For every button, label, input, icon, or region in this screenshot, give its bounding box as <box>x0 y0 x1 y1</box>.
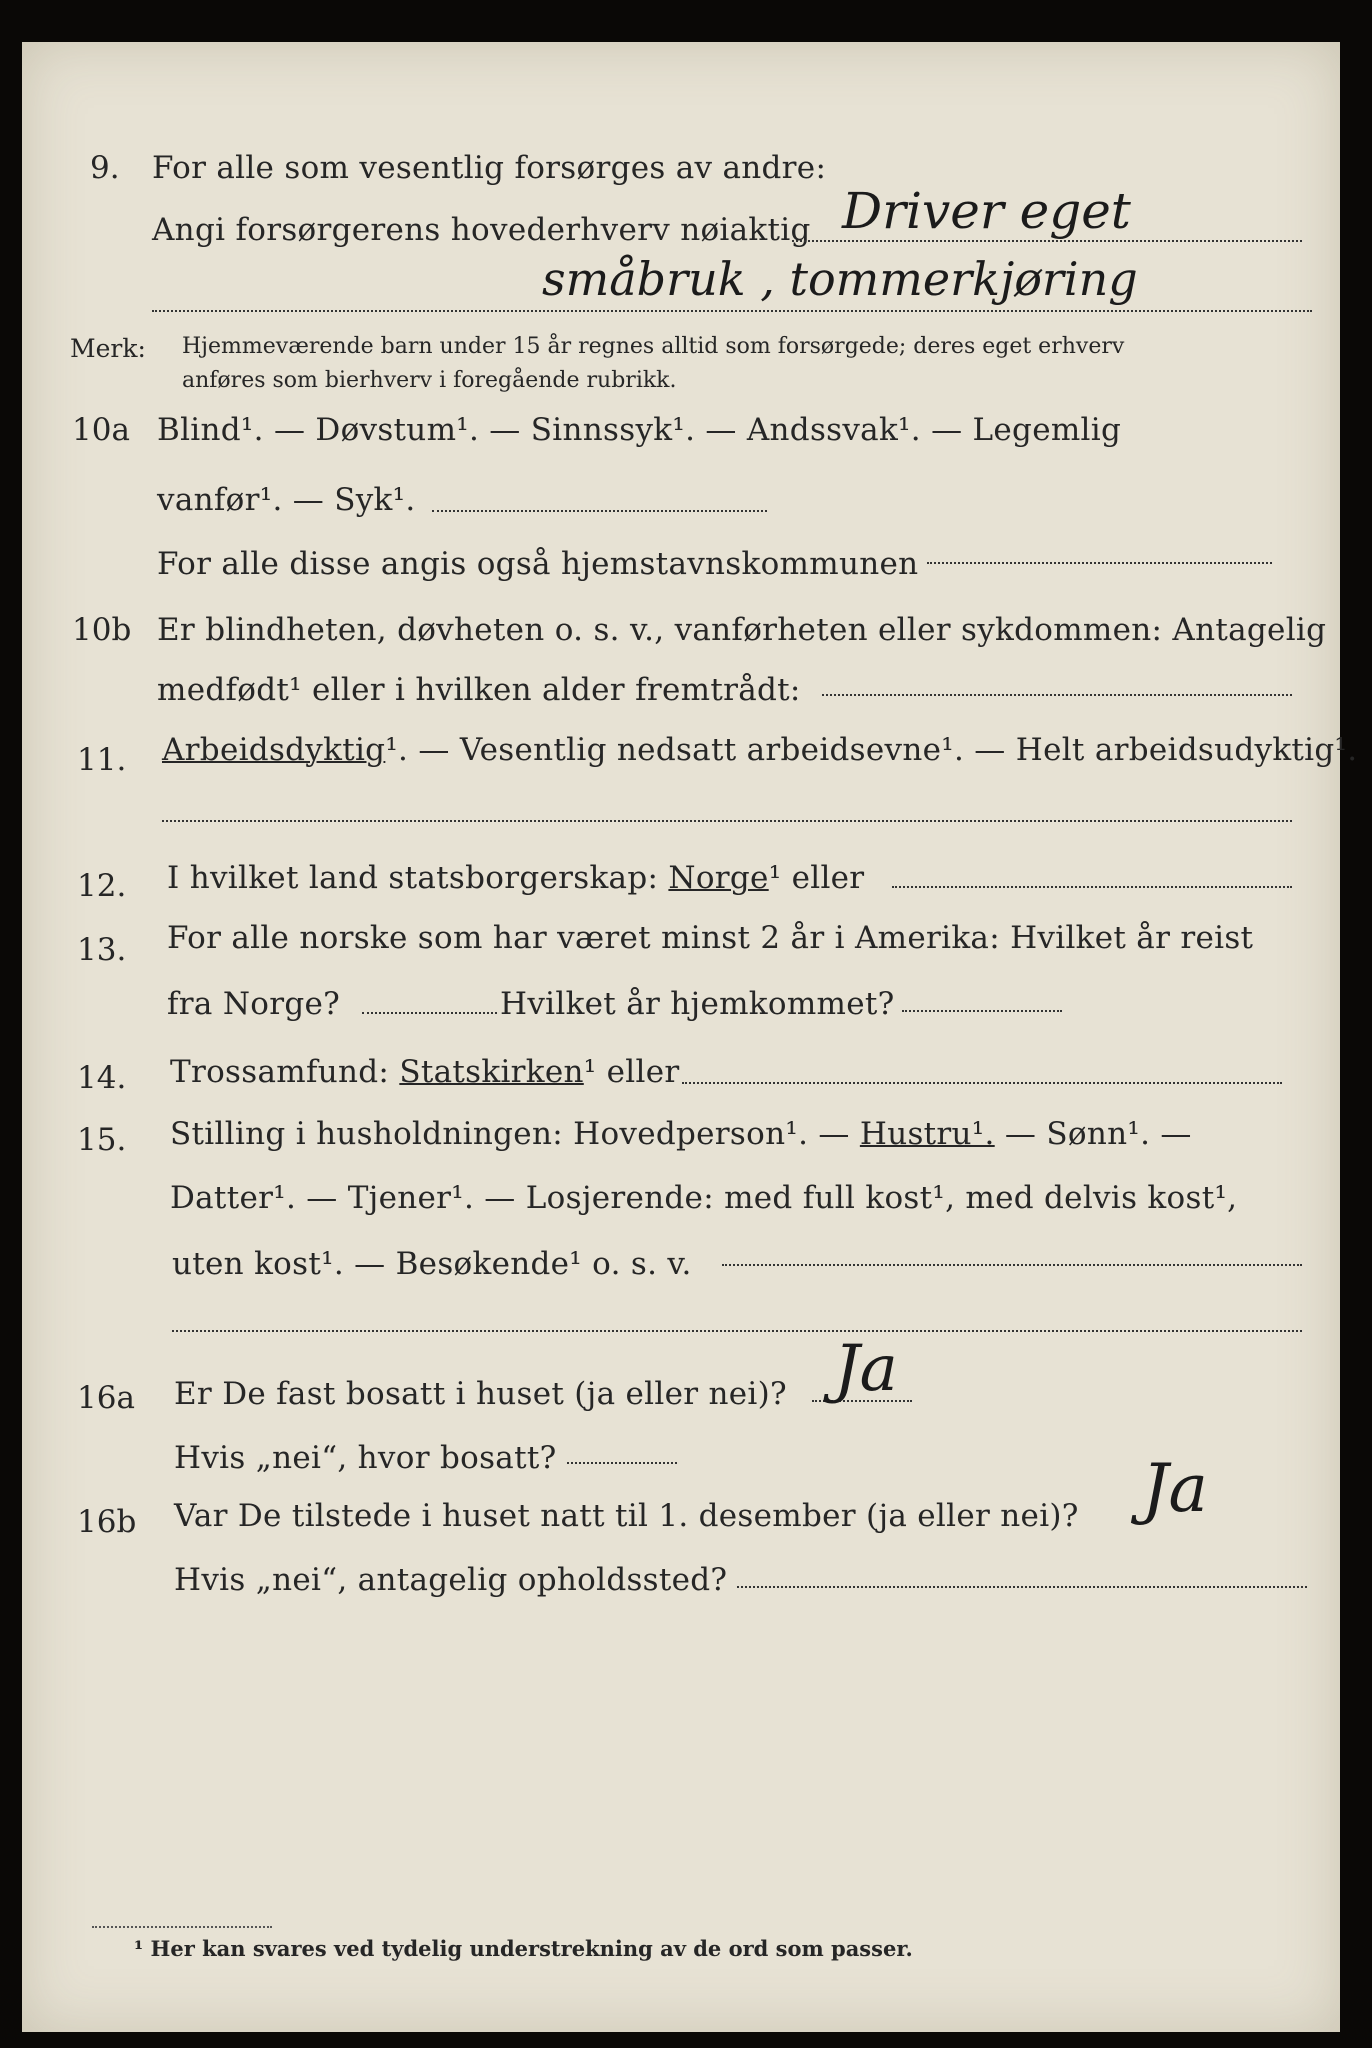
footnote: ¹ Her kan svares ved tydelig understrekning av de ord som passer. <box>134 1936 913 1961</box>
q16a-line1: Er De fast bosatt i huset (ja eller nei)? <box>174 1376 787 1412</box>
q16a-line2: Hvis „nei“, hvor bosatt? <box>174 1440 557 1476</box>
q12-question: I hvilket land statsborgerskap: <box>167 860 659 896</box>
q13-line2b: Hvilket år hjemkommet? <box>500 986 895 1022</box>
q10a-line1: Blind¹. — Døvstum¹. — Sinnssyk¹. — Andssvak¹. — Legemlig <box>157 412 1122 448</box>
q15-line1a: Stilling i husholdningen: Hovedperson¹. — <box>170 1116 850 1152</box>
q14-question: Trossamfund: <box>170 1054 390 1090</box>
q13-hjemkommet-line <box>902 1010 1062 1012</box>
q13-line2a: fra Norge? <box>167 986 341 1022</box>
q15-option-hustru[interactable]: Hustru¹. <box>859 1116 995 1152</box>
q13-line1: For alle norske som har været minst 2 år i Amerika: Hvilket år reist <box>167 920 1254 956</box>
q12-eller: ¹ eller <box>768 860 865 896</box>
q10a-number: 10a <box>72 412 130 448</box>
merk-label: Merk: <box>70 334 146 363</box>
q13-number: 13. <box>77 932 127 968</box>
q15-line2: Datter¹. — Tjener¹. — Losjerende: med full kost¹, med delvis kost¹, <box>170 1180 1238 1216</box>
q15-answer-line2 <box>172 1330 1302 1332</box>
q16a-bosatt-line <box>567 1462 677 1464</box>
q12-option-norge[interactable]: Norge <box>668 860 769 896</box>
q9-number: 9. <box>90 150 120 186</box>
q9-answer-line2 <box>152 310 1312 312</box>
q10a-line3: For alle disse angis også hjemstavnskommunen <box>157 546 919 582</box>
q10b-alder-line <box>822 694 1292 696</box>
q9-line1: For alle som vesentlig forsørges av andre: <box>152 150 827 186</box>
census-form-page <box>22 42 1358 2032</box>
q15-line3: uten kost¹. — Besøkende¹ o. s. v. <box>172 1246 692 1282</box>
q16a-number: 16a <box>77 1380 135 1416</box>
q15-answer-line <box>722 1264 1302 1266</box>
q9-answer-line1 <box>792 240 1302 242</box>
q12-answer-line <box>892 886 1292 888</box>
q14-line <box>170 1054 680 1090</box>
q13-reist-line <box>362 1012 497 1014</box>
q9-line2: Angi forsørgerens hovederhverv nøiaktig <box>152 212 811 248</box>
footnote-rule <box>92 1926 272 1928</box>
q9-handwritten-answer2: småbruk , tommerkjøring <box>542 252 1138 306</box>
q14-answer-line <box>682 1082 1282 1084</box>
q11-line <box>162 732 1357 768</box>
q11-rest: ¹. — Vesentlig nedsatt arbeidsevne¹. — Helt arbeidsudyktig¹. <box>385 732 1358 768</box>
q15-line1b: — Sønn¹. — <box>1004 1116 1192 1152</box>
q16b-number: 16b <box>77 1504 137 1540</box>
q14-number: 14. <box>77 1060 127 1096</box>
q16b-opholdssted-line <box>737 1586 1307 1588</box>
q14-option-statskirken[interactable]: Statskirken <box>399 1054 584 1090</box>
merk-line2: anføres som bierhverv i foregående rubrikk. <box>182 368 677 393</box>
q10a-kommune-line <box>927 562 1272 564</box>
q10a-syk-line <box>432 510 767 512</box>
q12-line <box>167 860 864 896</box>
q16b-line2: Hvis „nei“, antagelig opholdssted? <box>174 1562 728 1598</box>
q12-number: 12. <box>77 868 127 904</box>
q9-handwritten-answer1: Driver eget <box>842 182 1131 240</box>
merk-line1: Hjemmeværende barn under 15 år regnes alltid som forsørgede; deres eget erhverv <box>182 334 1125 359</box>
q10b-number: 10b <box>72 612 132 648</box>
q16a-handwritten-answer: Ja <box>834 1332 898 1406</box>
q10b-line2: medfødt¹ eller i hvilken alder fremtrådt: <box>157 672 801 708</box>
q11-number: 11. <box>77 742 127 778</box>
q10a-line2: vanfør¹. — Syk¹. <box>157 482 416 518</box>
q16b-line1: Var De tilstede i huset natt til 1. desember (ja eller nei)? <box>174 1498 1079 1534</box>
q10b-line1: Er blindheten, døvheten o. s. v., vanførheten eller sykdommen: Antagelig <box>157 612 1327 648</box>
q16b-handwritten-answer: Ja <box>1142 1450 1208 1527</box>
q14-eller: ¹ eller <box>583 1054 680 1090</box>
q15-line1 <box>170 1116 1192 1152</box>
q11-option-arbeidsdyktig[interactable]: Arbeidsdyktig <box>162 732 386 768</box>
q11-answer-line <box>162 820 1292 822</box>
q15-number: 15. <box>77 1122 127 1158</box>
